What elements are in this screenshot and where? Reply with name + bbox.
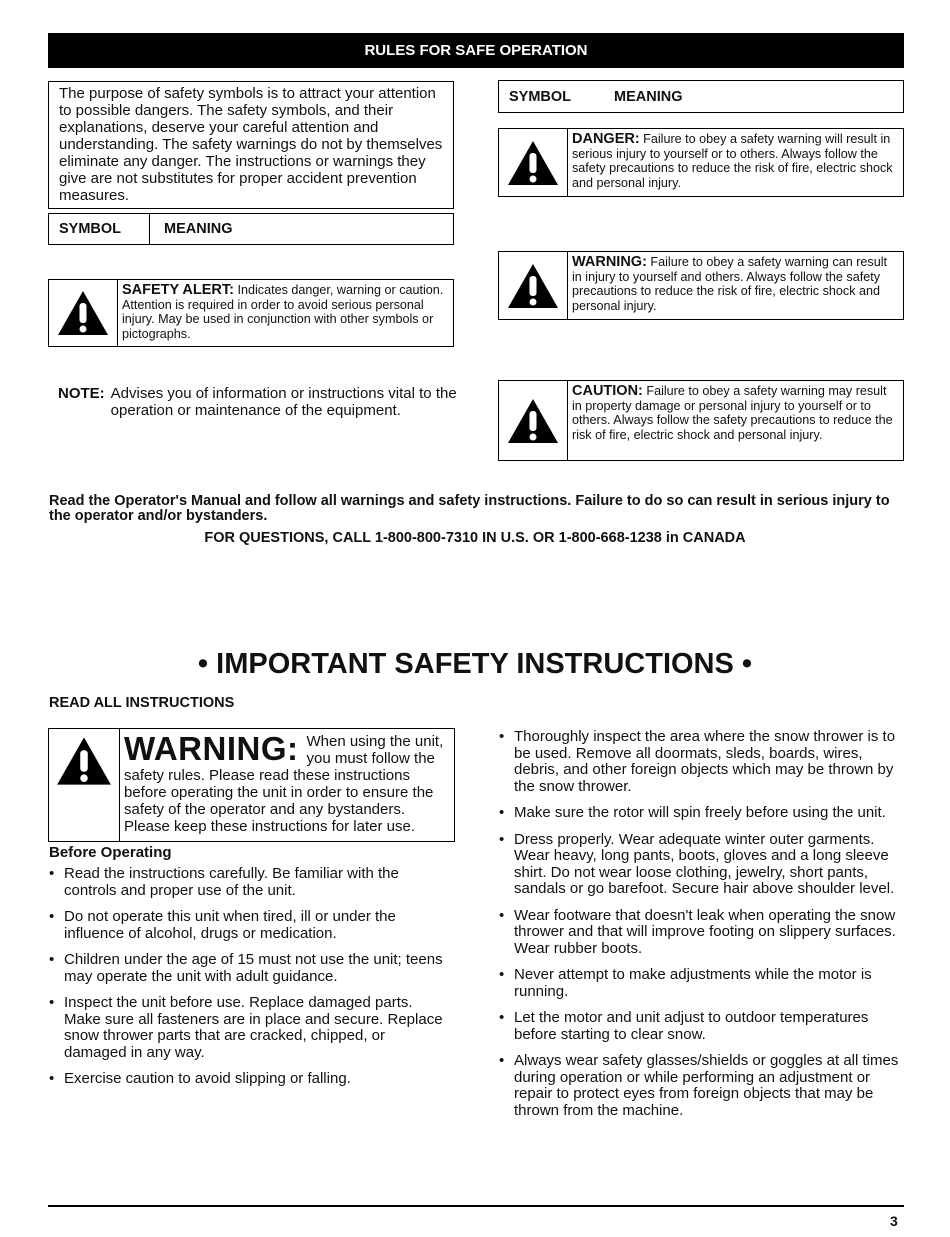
list-item: • Thoroughly inspect the area where the snow thrower is to be used. Remove all doormats, sleds, boards, wires, debris, and other foreign objects which may be thrown by the snow thrower. [499,729,905,795]
list-item: • Exercise caution to avoid slipping or falling. [49,1071,449,1088]
warning-term: WARNING: [572,254,647,270]
warning-triangle-icon [49,280,118,346]
page-number: 3 [890,1213,898,1229]
warning-triangle-icon [499,252,568,319]
questions-phone-line: FOR QUESTIONS, CALL 1-800-800-7310 IN U.S. OR 1-800-668-1238 in CANADA [204,530,746,546]
note-text: Advises you of information or instructions vital to the operation or maintenance of the equipment. [110,385,457,419]
list-item: • Children under the age of 15 must not use the unit; teens may operate the unit with adult guidance. [49,952,449,985]
column-divider [149,214,150,244]
warning-triangle-icon [499,129,568,196]
warning-triangle-icon [499,381,568,460]
list-item: • Let the motor and unit adjust to outdoor temperatures before starting to clear snow. [499,1010,905,1043]
safety-instructions-list [499,729,905,1129]
section-title: RULES FOR SAFE OPERATION [364,42,588,59]
safety-alert-row [48,279,454,347]
list-item: • Always wear safety glasses/shields or goggles at all times during operation or while performing an adjustment or repair to protect eyes from foreign objects that may be thrown from the machine. [499,1053,905,1119]
symbol-table-header-left [48,213,454,245]
warning-row [498,251,904,320]
read-manual-warning: Read the Operator's Manual and follow all warnings and safety instructions. Failure to do so can result in serious injury to the operator and/or bystanders. [49,493,890,524]
list-item: • Dress properly. Wear adequate winter outer garments. Wear heavy, long pants, boots, gloves and a long sleeve shirt. Do not wear loose clothing, jewelry, short pants, sandals or go barefoot. Secure hair above shoulder level. [499,832,905,898]
list-item: • Read the instructions carefully. Be familiar with the controls and proper use of the unit. [49,866,449,899]
caution-meaning: Failure to obey a safety warning may result in property damage or personal injury to yourself or to others. Always follow the safety precautions to reduce the risk of fire, electric shock and personal injury. [572,384,893,442]
danger-row [498,128,904,197]
list-item: • Inspect the unit before use. Replace damaged parts. Make sure all fasteners are in place and secure. Replace snow thrower parts that are cracked, chipped, or damaged in any way. [49,995,449,1061]
list-item: • Do not operate this unit when tired, ill or under the influence of alcohol, drugs or medication. [49,909,449,942]
meaning-column-label: MEANING [164,221,233,237]
list-item: • Never attempt to make adjustments while the motor is running. [499,967,905,1000]
main-warning-word: WARNING: [124,730,299,767]
before-operating-list [49,866,449,1098]
main-warning-text: When using the unit, you must follow the safety rules. Please read these instructions before operating the unit in order to ensure the safety of the operator and any bystanders. Please keep these instructions for later use. [124,733,444,835]
important-safety-title: • IMPORTANT SAFETY INSTRUCTIONS • [197,648,753,680]
meaning-column-label: MEANING [614,89,683,105]
note-label: NOTE: [58,385,105,402]
symbol-column-label: SYMBOL [509,89,572,105]
list-item: • Wear footware that doesn't leak when operating the snow thrower and that will improve footing on slippery surfaces. Wear rubber boots. [499,908,905,958]
safety-alert-term: SAFETY ALERT: [122,282,234,298]
safety-alert-meaning: Indicates danger, warning or caution. Attention is required in order to avoid serious personal injury. May be used in conjunction with other symbols or pictographs. [122,283,444,341]
caution-row [498,380,904,461]
note-block [58,385,458,419]
danger-term: DANGER: [572,131,640,147]
safety-symbols-intro: The purpose of safety symbols is to attract your attention to possible dangers. The safety symbols, and their explanations, deserve your careful attention and understanding. The safety warnings do not by themselves eliminate any danger. The instructions or warnings they give are not substitutes for proper accident prevention measures. [48,81,454,209]
warning-meaning: Failure to obey a safety warning can result in injury to yourself and others. Always follow the safety precautions to reduce the risk of fire, electric shock and personal injury. [572,255,888,313]
symbol-column-label: SYMBOL [59,221,122,237]
danger-meaning: Failure to obey a safety warning will result in serious injury to yourself or to others. Always follow the safety precautions to reduce the risk of fire, electric shock and personal injury. [572,132,893,190]
read-all-instructions: READ ALL INSTRUCTIONS [49,695,235,711]
footer-divider [48,1205,904,1207]
warning-triangle-icon [49,729,120,841]
section-header [48,33,904,68]
symbol-table-header-right [498,80,904,113]
before-operating-heading: Before Operating [49,844,172,861]
main-warning-box [48,728,455,842]
list-item: • Make sure the rotor will spin freely before using the unit. [499,805,905,822]
caution-term: CAUTION: [572,383,643,399]
